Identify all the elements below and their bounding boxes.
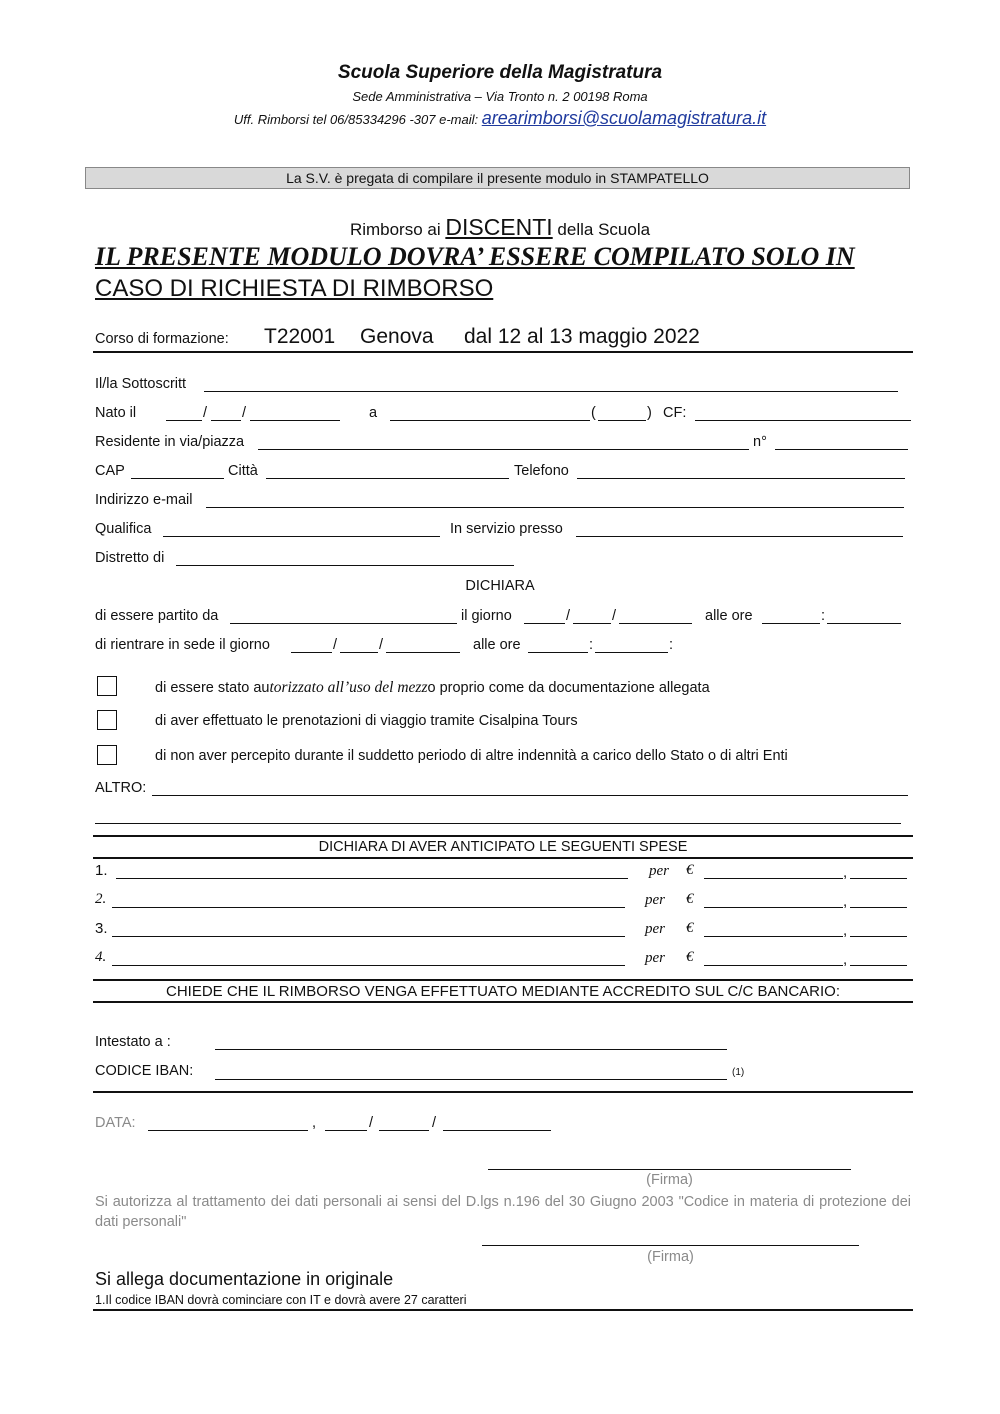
course-city: Genova — [360, 325, 434, 348]
input-part-hour[interactable] — [762, 623, 820, 624]
form-title — [0, 214, 1000, 241]
label-email: Indirizzo e-mail — [95, 492, 193, 508]
euro-icon: € — [686, 949, 694, 965]
course-rule — [93, 351, 913, 353]
input-part-min[interactable] — [827, 623, 901, 624]
firma-label-1: (Firma) — [646, 1172, 693, 1188]
spesa-num-3: 3. — [95, 920, 108, 937]
signature-line-2[interactable] — [482, 1245, 859, 1246]
input-spesa-1[interactable] — [116, 878, 628, 879]
checkbox-indennita[interactable] — [97, 745, 117, 765]
input-importo-3[interactable] — [704, 936, 843, 937]
input-data-day[interactable] — [325, 1130, 367, 1131]
iban-note-ref: (1) — [732, 1067, 745, 1078]
slash: / — [369, 1115, 374, 1131]
label-cap: CAP — [95, 463, 125, 479]
input-importo-4[interactable] — [704, 965, 843, 966]
label-altro: ALTRO: — [95, 780, 147, 796]
colon: : — [669, 637, 674, 653]
input-altro-2[interactable] — [95, 823, 901, 824]
form-subtitle: IL PRESENTE MODULO DOVRA’ ESSERE COMPILATO SOLO IN — [95, 242, 855, 271]
input-rit-min[interactable] — [595, 652, 668, 653]
spese-heading: DICHIARA DI AVER ANTICIPATO LE SEGUENTI SPESE — [318, 839, 688, 855]
input-rit-year[interactable] — [386, 652, 460, 653]
paren-open: ( — [591, 405, 596, 421]
label-telefono: Telefono — [514, 463, 569, 479]
input-rit-month[interactable] — [340, 652, 378, 653]
input-cent-3[interactable] — [850, 936, 907, 937]
comma: , — [843, 893, 848, 910]
input-birth-day[interactable] — [166, 420, 202, 421]
course-code: T22001 — [264, 325, 336, 348]
chiede-rule-top — [93, 979, 913, 981]
comma: , — [843, 864, 848, 881]
label-numero: n° — [753, 434, 767, 450]
contacts-text: Uff. Rimborsi tel 06/85334296 -307 e-mail: — [233, 112, 482, 127]
label-iban: CODICE IBAN: — [95, 1063, 194, 1079]
check-label-2: di aver effettuato le prenotazioni di viaggio tramite Cisalpina Tours — [155, 713, 578, 729]
input-spesa-3[interactable] — [112, 936, 625, 937]
input-cent-1[interactable] — [850, 878, 907, 879]
input-residenza[interactable] — [258, 449, 749, 450]
input-intestato[interactable] — [215, 1049, 727, 1050]
title-big: DISCENTI — [445, 214, 553, 240]
input-qualifica[interactable] — [163, 536, 440, 537]
label-distretto: Distretto di — [95, 550, 165, 566]
slash: / — [612, 608, 617, 624]
input-birth-place[interactable] — [390, 420, 590, 421]
label-cf: CF: — [663, 405, 687, 421]
input-spesa-2[interactable] — [112, 907, 625, 908]
input-birth-month[interactable] — [211, 420, 241, 421]
per-3: per — [645, 921, 665, 937]
label-residente: Residente in via/piazza — [95, 434, 245, 450]
slash: / — [242, 405, 247, 421]
slash: / — [432, 1115, 437, 1131]
instruction-banner: La S.V. è pregata di compilare il presente modulo in STAMPATELLO — [85, 167, 910, 189]
comma: , — [312, 1115, 317, 1131]
input-citta[interactable] — [266, 478, 509, 479]
check-label-3: di non aver percepito durante il suddetto periodo di altre indennità a carico dello Stato o di altri Enti — [155, 748, 788, 764]
input-rit-hour[interactable] — [528, 652, 588, 653]
slash: / — [203, 405, 208, 421]
label-data: DATA: — [95, 1115, 136, 1131]
colon: : — [589, 637, 594, 653]
check-label-1-italic: torizzato all’uso del mezz — [269, 679, 428, 696]
euro-icon: € — [686, 920, 694, 936]
input-importo-1[interactable] — [704, 878, 843, 879]
input-cent-2[interactable] — [850, 907, 907, 908]
label-sottoscritto: Il/la Sottoscritt — [95, 376, 187, 392]
check-label-1-post: o proprio come da documentazione allegata — [427, 680, 710, 696]
input-part-year[interactable] — [619, 623, 692, 624]
label-a: a — [369, 405, 378, 421]
input-email[interactable] — [206, 507, 904, 508]
spesa-num-4: 4. — [95, 949, 107, 965]
school-address: Sede Amministrativa – Via Tronto n. 2 00198 Roma — [352, 89, 648, 104]
euro-icon: € — [686, 862, 694, 878]
chiede-rule-bottom — [93, 1001, 913, 1003]
label-nato-il: Nato il — [95, 405, 137, 421]
input-spesa-4[interactable] — [112, 965, 625, 966]
label-intestato: Intestato a : — [95, 1034, 171, 1050]
slash: / — [379, 637, 384, 653]
input-cf[interactable] — [695, 420, 911, 421]
per-1: per — [649, 863, 669, 879]
school-contacts — [0, 108, 1000, 129]
euro-icon: € — [686, 891, 694, 907]
footnote: 1.Il codice IBAN dovrà cominciare con IT e dovrà avere 27 caratteri — [95, 1293, 467, 1307]
input-data-month[interactable] — [379, 1130, 429, 1131]
input-part-month[interactable] — [573, 623, 611, 624]
input-distretto[interactable] — [176, 565, 514, 566]
label-partito: di essere partito da — [95, 608, 219, 624]
label-qualifica: Qualifica — [95, 521, 152, 537]
colon: : — [821, 608, 826, 624]
signature-line-1[interactable] — [488, 1169, 851, 1170]
input-cap[interactable] — [131, 478, 224, 479]
checkbox-cisalpina[interactable] — [97, 710, 117, 730]
input-part-day[interactable] — [524, 623, 565, 624]
title-pre: Rimborso ai — [349, 220, 446, 239]
input-servizio[interactable] — [576, 536, 903, 537]
spesa-num-2: 2. — [95, 891, 107, 907]
input-partenza[interactable] — [230, 623, 457, 624]
comma: , — [843, 951, 848, 968]
form-subtitle-2: CASO DI RICHIESTA DI RIMBORSO — [95, 275, 494, 302]
email-link[interactable]: arearimborsi@scuolamagistratura.it — [481, 108, 767, 128]
input-birth-year[interactable] — [250, 420, 340, 421]
input-altro[interactable] — [152, 795, 908, 796]
input-cent-4[interactable] — [850, 965, 907, 966]
firma-label-2: (Firma) — [647, 1249, 694, 1265]
checkbox-mezzo-proprio[interactable] — [97, 676, 117, 696]
slash: / — [566, 608, 571, 624]
spese-rule-bottom — [93, 857, 913, 859]
comma: , — [843, 922, 848, 939]
dichiara-heading: DICHIARA — [465, 578, 535, 594]
input-importo-2[interactable] — [704, 907, 843, 908]
input-rit-day[interactable] — [291, 652, 332, 653]
input-data-year[interactable] — [443, 1130, 551, 1131]
label-rientrare: di rientrare in sede il giorno — [95, 637, 270, 653]
spese-rule-top — [93, 835, 913, 837]
per-2: per — [645, 892, 665, 908]
allega-text: Si allega documentazione in originale — [95, 1269, 394, 1289]
title-post: della Scuola — [552, 220, 651, 239]
privacy-text: Si autorizza al trattamento dei dati personali ai sensi del D.lgs n.196 del 30 Giugno 2003 "Codice in materia di protezione dei dati personali" — [95, 1194, 911, 1230]
footer-rule — [93, 1309, 913, 1311]
chiede-heading: CHIEDE CHE IL RIMBORSO VENGA EFFETTUATO MEDIANTE ACCREDITO SUL C/C BANCARIO: — [166, 983, 840, 1000]
school-name: Scuola Superiore della Magistratura — [337, 62, 663, 83]
input-birth-province[interactable] — [598, 420, 646, 421]
label-citta: Città — [228, 463, 258, 479]
label-ore: alle ore — [705, 608, 753, 624]
check-label-1-pre: di essere stato au — [155, 680, 270, 696]
course-label: Corso di formazione: — [95, 331, 229, 347]
input-iban[interactable] — [215, 1079, 727, 1080]
label-ore2: alle ore — [473, 637, 521, 653]
paren-close: ) — [647, 405, 652, 421]
spesa-num-1: 1. — [95, 862, 108, 879]
input-telefono[interactable] — [577, 478, 905, 479]
per-4: per — [645, 950, 665, 966]
slash: / — [333, 637, 338, 653]
input-data-luogo[interactable] — [148, 1130, 308, 1131]
input-numero[interactable] — [775, 449, 908, 450]
course-dates: dal 12 al 13 maggio 2022 — [464, 325, 700, 348]
bank-rule — [93, 1091, 913, 1093]
check-label-1 — [155, 679, 710, 697]
label-giorno: il giorno — [461, 608, 512, 624]
label-servizio: In servizio presso — [450, 521, 563, 537]
input-sottoscritto[interactable] — [204, 391, 898, 392]
